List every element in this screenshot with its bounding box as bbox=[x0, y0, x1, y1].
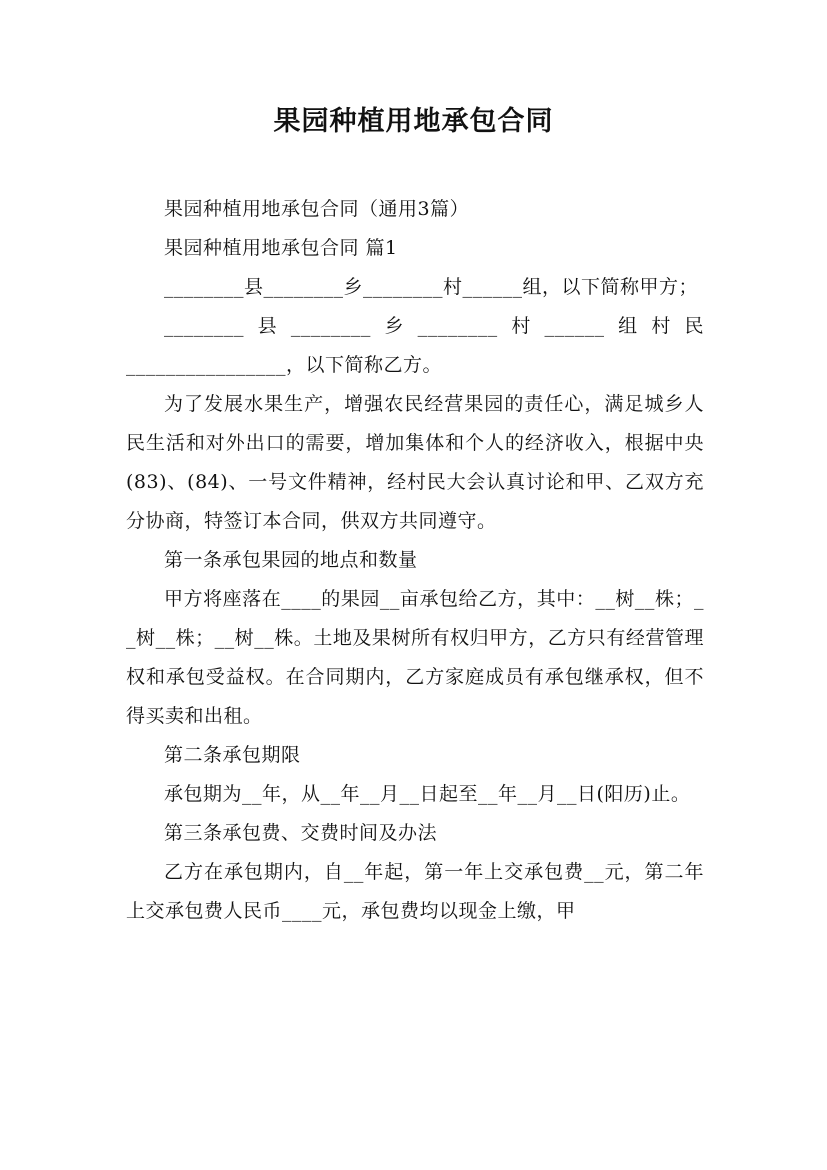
section-heading: 果园种植用地承包合同 篇1 bbox=[164, 237, 398, 259]
article-1-paragraph: 甲方将座落在____的果园__亩承包给乙方，其中：__树__株；__树__株；__树__株。土地及果树所有权归甲方，乙方只有经营管理权和承包受益权。在合同期内，乙方家庭成员有承包继承权，但不得买卖和出租。 bbox=[126, 588, 704, 727]
article-3-heading: 第三条承包费、交费时间及办法 bbox=[164, 822, 438, 844]
subtitle-paragraph: 果园种植用地承包合同（通用3篇） bbox=[164, 198, 470, 220]
document-title: 果园种植用地承包合同 bbox=[273, 106, 554, 137]
party-b-paragraph-line2: ________________，以下简称乙方。 bbox=[126, 354, 443, 376]
article-3-paragraph: 乙方在承包期内，自__年起，第一年上交承包费__元，第二年上交承包费人民币____元，承包费均以现金上缴，甲 bbox=[126, 861, 704, 922]
party-b-paragraph-line1: ________县________乡________村______组村民 bbox=[164, 315, 704, 337]
article-1-heading: 第一条承包果园的地点和数量 bbox=[164, 549, 418, 571]
document-body bbox=[126, 190, 704, 931]
article-2-heading: 第二条承包期限 bbox=[164, 744, 301, 766]
purpose-paragraph: 为了发展水果生产，增强农民经营果园的责任心，满足城乡人民生活和对外出口的需要，增加集体和个人的经济收入，根据中央(83)、(84)、一号文件精神，经村民大会认真讨论和甲、乙双方充分协商，特签订本合同，供双方共同遵守。 bbox=[126, 393, 704, 532]
party-a-paragraph: ________县________乡________村______组，以下简称甲方； bbox=[164, 276, 699, 298]
article-2-paragraph: 承包期为__年，从__年__月__日起至__年__月__日(阳历)止。 bbox=[164, 783, 691, 805]
